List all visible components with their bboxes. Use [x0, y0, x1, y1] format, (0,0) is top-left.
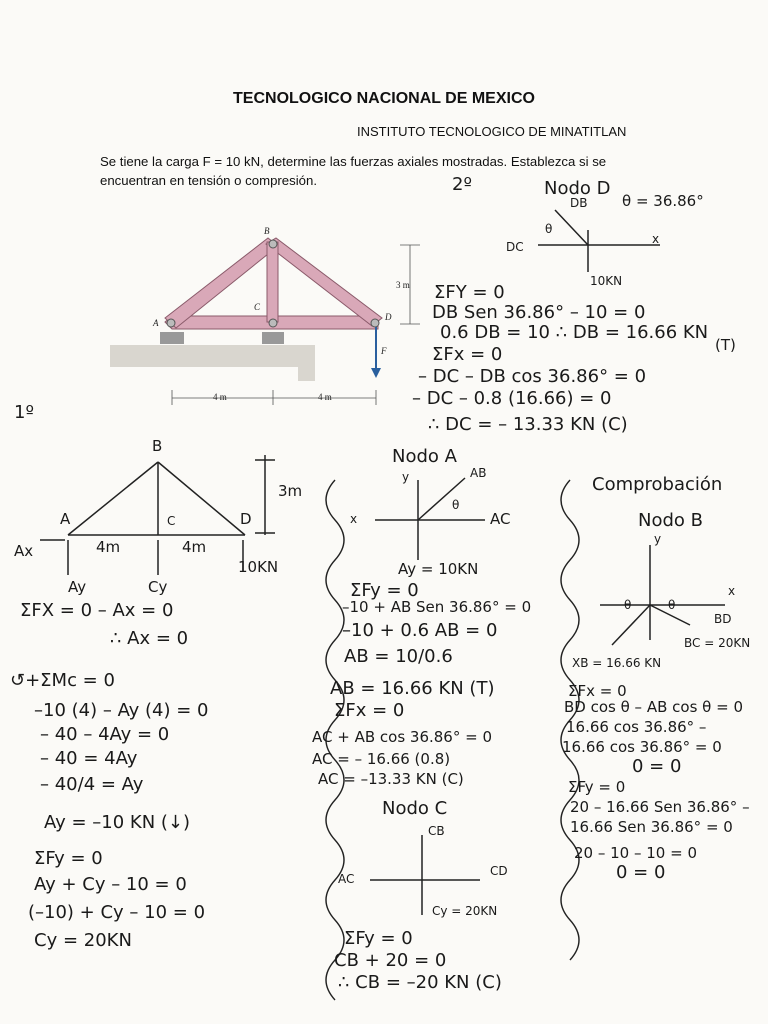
step1-line-7: – 40/4 = Ay [40, 774, 144, 795]
nodo-a-line-7: AC + AB cos 36.86° = 0 [312, 728, 492, 746]
check-line-8: 16.66 Sen 36.86° = 0 [570, 818, 733, 836]
nodo-b-label-bc: BC = 20KN [684, 636, 751, 650]
check-line-10: 0 = 0 [616, 862, 666, 883]
document-title: TECNOLOGICO NACIONAL DE MEXICO [233, 90, 535, 107]
nodo-a-line-5: AB = 16.66 KN (T) [330, 678, 495, 699]
nodo-a-line-3: –10 + 0.6 AB = 0 [342, 620, 498, 641]
fig-label-a: A [153, 318, 159, 328]
fig-label-b: B [264, 226, 270, 236]
fbd-nodo-d [538, 210, 660, 272]
nodo-a-label-ay: Ay = 10KN [398, 560, 479, 578]
fbd1-dim-1: 4m [96, 538, 121, 556]
fbd1-dim-2: 4m [182, 538, 207, 556]
truss-member-bd [266, 238, 382, 326]
step1-line-1: ΣFX = 0 – Ax = 0 [20, 600, 174, 621]
nodo-a-label-theta: θ [452, 498, 460, 512]
nodo-b-label-xb: XB = 16.66 KN [572, 656, 662, 670]
nodo-b-label-x: x [728, 584, 736, 598]
nodo-b-label-bd: BD [714, 612, 732, 626]
nodo-c-label-cd: CD [490, 864, 508, 878]
nodo-d-label-db: DB [570, 196, 588, 210]
step2-line-2: DB Sen 36.86° – 10 = 0 [432, 302, 646, 323]
nodo-d-title: Nodo D [544, 178, 611, 199]
support-c [262, 332, 284, 344]
fig-label-c: C [254, 302, 261, 312]
step2-line-4: (T) [715, 336, 736, 354]
step1-line-3: ↺+ΣMc = 0 [10, 670, 115, 691]
fig-label-f: F [381, 346, 387, 356]
nodo-a-line-4: AB = 10/0.6 [344, 646, 453, 667]
nodo-c-label-cy: Cy = 20KN [432, 904, 498, 918]
fbd1-label-d: D [240, 510, 252, 528]
step2-line-5: ΣFx = 0 [432, 344, 503, 365]
fbd1-label-b: B [152, 437, 163, 455]
truss-member-ab [165, 238, 278, 328]
nodo-b-label-theta-1: θ [624, 598, 632, 612]
nodo-a-line-6: ΣFx = 0 [334, 700, 405, 721]
nodo-a-line-1: ΣFy = 0 [350, 580, 419, 601]
step1-line-8: Ay = –10 KN (↓) [44, 812, 191, 833]
nodo-a-label-ac: AC [490, 510, 511, 528]
nodo-d-label-x: x [652, 232, 660, 246]
step1-marker: 1º [14, 402, 34, 423]
nodo-d-load: 10KN [590, 274, 623, 288]
step1-line-11: (–10) + Cy – 10 = 0 [28, 902, 206, 923]
step1-line-6: – 40 = 4Ay [40, 748, 138, 769]
fbd1-label-a: A [60, 510, 71, 528]
nodo-a-label-x: x [350, 512, 358, 526]
step1-line-5: – 40 – 4Ay = 0 [40, 724, 170, 745]
nodo-c-label-cb: CB [428, 824, 445, 838]
nodo-a-label-y: y [402, 470, 410, 484]
fig-dim-height: 3 m [396, 280, 410, 290]
fbd1-load: 10KN [238, 558, 279, 576]
support-a [160, 332, 184, 344]
step2-line-3: 0.6 DB = 10 ∴ DB = 16.66 KN [440, 322, 709, 343]
fbd1-label-ay: Ay [68, 578, 87, 596]
check-line-9: 20 – 10 – 10 = 0 [574, 844, 697, 862]
fbd1-dim-h: 3m [278, 482, 303, 500]
nodo-a-line-9: AC = –13.33 KN (C) [318, 770, 464, 788]
check-line-3: 16.66 cos 36.86° – [566, 718, 707, 736]
nodo-b-label-y: y [654, 532, 662, 546]
fig-dim-right: 4 m [318, 392, 332, 402]
check-line-2: BD cos θ – AB cos θ = 0 [564, 698, 743, 716]
check-line-4: 16.66 cos 36.86° = 0 [562, 738, 722, 756]
nodo-b-label-theta-2: θ [668, 598, 676, 612]
step2-line-8: ∴ DC = – 13.33 KN (C) [428, 414, 628, 435]
check-title: Comprobación [592, 474, 723, 495]
nodo-c-label-ac: AC [338, 872, 355, 886]
check-line-7: 20 – 16.66 Sen 36.86° – [570, 798, 750, 816]
nodo-c-line-2: CB + 20 = 0 [334, 950, 447, 971]
check-line-1: ΣFx = 0 [568, 682, 627, 700]
step2-line-7: – DC – 0.8 (16.66) = 0 [412, 388, 612, 409]
step1-line-10: Ay + Cy – 10 = 0 [34, 874, 187, 895]
nodo-d-label-theta: θ [545, 222, 553, 236]
nodo-a-line-2: –10 + AB Sen 36.86° = 0 [342, 598, 532, 616]
check-line-5: 0 = 0 [632, 756, 682, 777]
fbd-nodo-c [370, 835, 480, 915]
fbd-nodo-a [375, 478, 485, 560]
fig-dim-left: 4 m [213, 392, 227, 402]
step1-line-9: ΣFy = 0 [34, 848, 103, 869]
nodo-d-angle: θ = 36.86° [622, 192, 704, 210]
nodo-a-label-ab: AB [470, 466, 487, 480]
step1-line-4: –10 (4) – Ay (4) = 0 [34, 700, 209, 721]
nodo-a-line-8: AC = – 16.66 (0.8) [312, 750, 451, 768]
problem-statement: Se tiene la carga F = 10 kN, determine las fuerzas axiales mostradas. Establezca si se encuentran en tensión o compresión. [100, 154, 607, 188]
step1-line-12: Cy = 20KN [34, 930, 132, 951]
step1-line-2: ∴ Ax = 0 [110, 628, 189, 649]
fbd1-label-cy: Cy [148, 578, 168, 596]
step2-line-1: ΣFY = 0 [434, 282, 505, 303]
truss-member-bc [267, 242, 278, 322]
fig-label-d: D [385, 312, 392, 322]
nodo-b-title: Nodo B [638, 510, 703, 531]
check-line-6: ΣFy = 0 [568, 778, 626, 796]
nodo-c-line-3: ∴ CB = –20 KN (C) [338, 972, 502, 993]
step2-line-6: – DC – DB cos 36.86° = 0 [418, 366, 647, 387]
institute-name: INSTITUTO TECNOLOGICO DE MINATITLAN [357, 124, 627, 139]
ground-block [110, 345, 315, 367]
fbd-nodo-b [600, 545, 725, 645]
ground-step [298, 345, 315, 381]
nodo-d-label-dc: DC [506, 240, 524, 254]
nodo-c-title: Nodo C [382, 798, 448, 819]
fbd1-label-c: C [167, 514, 176, 528]
fbd1-label-ax: Ax [14, 542, 34, 560]
nodo-a-title: Nodo A [392, 446, 457, 467]
nodo-c-line-1: ΣFy = 0 [344, 928, 413, 949]
step2-marker: 2º [452, 174, 472, 195]
